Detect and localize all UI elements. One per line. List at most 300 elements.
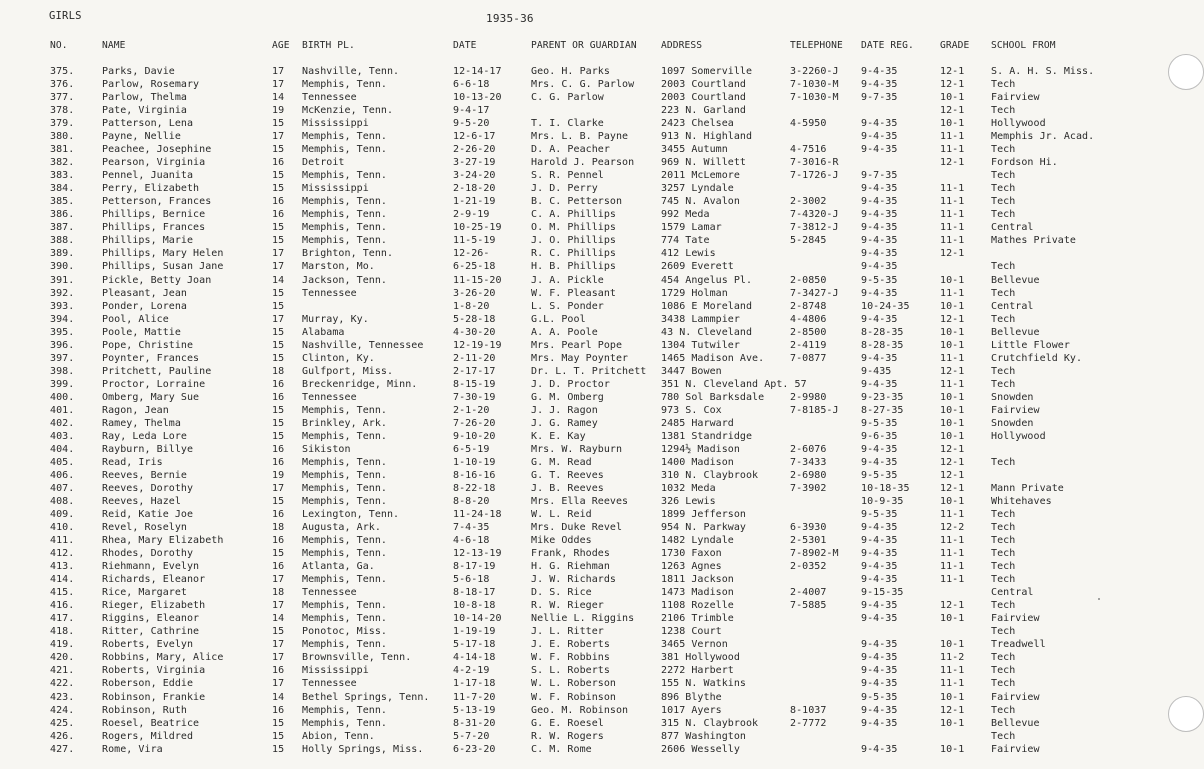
cell-grade: 12-1 bbox=[940, 365, 965, 377]
header-age: AGE bbox=[272, 40, 290, 51]
cell-age: 15 bbox=[272, 300, 285, 312]
cell-name: Ritter, Cathrine bbox=[102, 626, 200, 638]
cell-age: 18 bbox=[272, 522, 285, 534]
cell-reg: 8-27-35 bbox=[861, 404, 904, 416]
cell-grade: 10-1 bbox=[940, 417, 965, 429]
cell-date: 12-13-19 bbox=[453, 548, 502, 560]
cell-age: 19 bbox=[272, 469, 285, 481]
cell-reg: 9-4-35 bbox=[861, 561, 898, 573]
cell-grade: 11-1 bbox=[940, 574, 965, 586]
cell-school: Tech bbox=[991, 548, 1016, 560]
table-row bbox=[0, 143, 1200, 156]
cell-address: 1482 Lyndale bbox=[661, 535, 734, 547]
cell-address: 43 N. Cleveland bbox=[661, 326, 753, 338]
cell-phone: 2-7772 bbox=[790, 717, 827, 729]
cell-grade: 12-2 bbox=[940, 522, 965, 534]
cell-reg: 9-4-35 bbox=[861, 196, 898, 208]
cell-reg: 9-7-35 bbox=[861, 170, 898, 182]
cell-phone: 3-2260-J bbox=[790, 66, 839, 77]
cell-parent: W. L. Roberson bbox=[531, 678, 616, 690]
cell-parent: W. F. Robbins bbox=[531, 652, 610, 664]
cell-age: 16 bbox=[272, 378, 285, 390]
table-row bbox=[0, 691, 1200, 704]
cell-age: 15 bbox=[272, 144, 285, 156]
cell-date: 6-23-20 bbox=[453, 743, 496, 755]
cell-date: 2-26-20 bbox=[453, 144, 496, 156]
cell-name: Phillips, Frances bbox=[102, 222, 206, 234]
cell-parent: G. M. Omberg bbox=[531, 391, 604, 403]
cell-birth: Brighton, Tenn. bbox=[302, 248, 394, 260]
table-row bbox=[0, 677, 1200, 690]
cell-address: 1097 Somerville bbox=[661, 66, 753, 77]
cell-age: 16 bbox=[272, 456, 285, 468]
cell-parent: Mike Oddes bbox=[531, 535, 592, 547]
header-address: ADDRESS bbox=[661, 40, 703, 51]
cell-no: 421. bbox=[50, 665, 75, 677]
cell-date: 2-17-17 bbox=[453, 365, 496, 377]
cell-grade: 12-1 bbox=[940, 456, 965, 468]
cell-parent: J. B. Reeves bbox=[531, 483, 604, 494]
cell-date: 2-11-20 bbox=[453, 352, 496, 364]
cell-parent: J. W. Richards bbox=[531, 574, 616, 586]
cell-age: 17 bbox=[272, 483, 285, 494]
cell-school: Treadwell bbox=[991, 639, 1046, 651]
table-row bbox=[0, 104, 1200, 117]
cell-parent: Mrs. L. B. Payne bbox=[531, 131, 629, 143]
cell-grade: 10-1 bbox=[940, 717, 965, 729]
cell-school: Tech bbox=[991, 456, 1016, 468]
cell-phone: 7-3016-R bbox=[790, 157, 839, 169]
cell-date: 5-17-18 bbox=[453, 639, 496, 651]
cell-reg: 9-4-35 bbox=[861, 118, 898, 130]
cell-birth: Memphis, Tenn. bbox=[302, 535, 387, 547]
cell-date: 4-6-18 bbox=[453, 535, 490, 547]
cell-grade: 10-1 bbox=[940, 639, 965, 651]
cell-date: 8-15-19 bbox=[453, 378, 496, 390]
header-parent: PARENT OR GUARDIAN bbox=[531, 40, 637, 51]
cell-name: Revel, Roselyn bbox=[102, 522, 187, 534]
cell-grade: 11-1 bbox=[940, 287, 965, 299]
cell-reg: 9-4-35 bbox=[861, 378, 898, 390]
cell-grade: 11-1 bbox=[940, 665, 965, 677]
table-row bbox=[0, 469, 1200, 482]
cell-phone: 2-0850 bbox=[790, 274, 827, 286]
cell-grade: 12-1 bbox=[940, 157, 965, 169]
cell-school: Fordson Hi. bbox=[991, 157, 1058, 169]
cell-date: 7-4-35 bbox=[453, 522, 490, 534]
cell-reg: 9-4-35 bbox=[861, 665, 898, 677]
cell-birth: Breckenridge, Minn. bbox=[302, 378, 418, 390]
cell-no: 378. bbox=[50, 105, 75, 117]
cell-grade: 11-1 bbox=[940, 548, 965, 560]
cell-reg: 9-15-35 bbox=[861, 587, 904, 599]
cell-birth: Tennessee bbox=[302, 92, 357, 104]
cell-name: Pope, Christine bbox=[102, 339, 194, 351]
cell-phone: 4-5950 bbox=[790, 118, 827, 130]
cell-age: 15 bbox=[272, 222, 285, 234]
cell-address: 223 N. Garland bbox=[661, 105, 746, 117]
table-row bbox=[0, 599, 1200, 612]
cell-age: 15 bbox=[272, 626, 285, 638]
cell-birth: Jackson, Tenn. bbox=[302, 274, 387, 286]
cell-date: 4-30-20 bbox=[453, 326, 496, 338]
cell-reg: 9-4-35 bbox=[861, 717, 898, 729]
cell-phone: 7-1030-M bbox=[790, 79, 839, 91]
cell-date: 11-24-18 bbox=[453, 509, 502, 521]
cell-age: 19 bbox=[272, 105, 285, 117]
cell-no: 405. bbox=[50, 456, 75, 468]
school-year: 1935-36 bbox=[486, 12, 534, 25]
cell-no: 391. bbox=[50, 274, 75, 286]
cell-birth: Sikiston bbox=[302, 443, 351, 455]
cell-grade: 10-1 bbox=[940, 391, 965, 403]
cell-parent: B. C. Petterson bbox=[531, 196, 623, 208]
cell-birth: Mississippi bbox=[302, 118, 369, 130]
punch-hole-top bbox=[1168, 54, 1204, 90]
cell-address: 2272 Harbert bbox=[661, 665, 734, 677]
table-row bbox=[0, 117, 1200, 130]
cell-phone: 2-0352 bbox=[790, 561, 827, 573]
cell-date: 5-13-19 bbox=[453, 704, 496, 716]
cell-date: 6-25-18 bbox=[453, 261, 496, 273]
cell-phone: 2-4119 bbox=[790, 339, 827, 351]
cell-address: 326 Lewis bbox=[661, 496, 716, 508]
cell-name: Rogers, Mildred bbox=[102, 730, 194, 742]
cell-grade: 10-1 bbox=[940, 496, 965, 508]
cell-reg: 9-4-35 bbox=[861, 66, 898, 77]
cell-date: 2-9-19 bbox=[453, 209, 490, 221]
cell-name: Ragon, Jean bbox=[102, 404, 169, 416]
table-row bbox=[0, 156, 1200, 169]
cell-birth: Memphis, Tenn. bbox=[302, 574, 387, 586]
cell-school: Mann Private bbox=[991, 483, 1064, 494]
cell-age: 15 bbox=[272, 730, 285, 742]
cell-phone: 7-1726-J bbox=[790, 170, 839, 182]
cell-parent: J. J. Ragon bbox=[531, 404, 598, 416]
table-row bbox=[0, 717, 1200, 730]
cell-birth: Memphis, Tenn. bbox=[302, 600, 387, 612]
cell-birth: Holly Springs, Miss. bbox=[302, 743, 424, 755]
cell-name: Omberg, Mary Sue bbox=[102, 391, 200, 403]
cell-name: Ponder, Lorena bbox=[102, 300, 187, 312]
cell-date: 10-25-19 bbox=[453, 222, 502, 234]
cell-date: 1-17-18 bbox=[453, 678, 496, 690]
cell-name: Roberson, Eddie bbox=[102, 678, 194, 690]
table-row bbox=[0, 130, 1200, 143]
table-row bbox=[0, 456, 1200, 469]
cell-reg: 9-4-35 bbox=[861, 600, 898, 612]
cell-parent: J. G. Ramey bbox=[531, 417, 598, 429]
cell-parent: J. A. Pickle bbox=[531, 274, 604, 286]
cell-parent: J. D. Proctor bbox=[531, 378, 610, 390]
cell-date: 10-14-20 bbox=[453, 613, 502, 625]
table-row bbox=[0, 182, 1200, 195]
table-row bbox=[0, 495, 1200, 508]
cell-address: 1263 Agnes bbox=[661, 561, 722, 573]
cell-parent: R. W. Rogers bbox=[531, 730, 604, 742]
cell-address: 351 N. Cleveland Apt. 57 bbox=[661, 378, 807, 390]
cell-school: Tech bbox=[991, 170, 1016, 182]
cell-phone: 7-4320-J bbox=[790, 209, 839, 221]
cell-date: 4-2-19 bbox=[453, 665, 490, 677]
cell-phone: 7-5885 bbox=[790, 600, 827, 612]
cell-age: 15 bbox=[272, 743, 285, 755]
cell-no: 420. bbox=[50, 652, 75, 664]
cell-no: 388. bbox=[50, 235, 75, 247]
cell-birth: Atlanta, Ga. bbox=[302, 561, 375, 573]
cell-reg: 9-5-35 bbox=[861, 691, 898, 703]
cell-school: Central bbox=[991, 587, 1034, 599]
table-row bbox=[0, 78, 1200, 91]
cell-address: 1579 Lamar bbox=[661, 222, 722, 234]
cell-grade: 12-1 bbox=[940, 600, 965, 612]
cell-name: Riehmann, Evelyn bbox=[102, 561, 200, 573]
cell-school: Little Flower bbox=[991, 339, 1070, 351]
table-row bbox=[0, 743, 1200, 756]
cell-phone: 2-9980 bbox=[790, 391, 827, 403]
records-list bbox=[0, 65, 1200, 756]
cell-school: Tech bbox=[991, 600, 1016, 612]
cell-address: 1811 Jackson bbox=[661, 574, 734, 586]
cell-birth: Brownsville, Tenn. bbox=[302, 652, 412, 664]
cell-parent: Mrs. Duke Revel bbox=[531, 522, 623, 534]
cell-reg: 9-5-35 bbox=[861, 417, 898, 429]
cell-birth: Memphis, Tenn. bbox=[302, 79, 387, 91]
cell-parent: A. A. Poole bbox=[531, 326, 598, 338]
cell-birth: Nashville, Tenn. bbox=[302, 66, 400, 77]
cell-age: 15 bbox=[272, 183, 285, 195]
cell-parent: G.L. Pool bbox=[531, 313, 586, 325]
cell-grade: 12-1 bbox=[940, 313, 965, 325]
cell-reg: 9-435 bbox=[861, 365, 892, 377]
cell-date: 1-19-19 bbox=[453, 626, 496, 638]
cell-no: 387. bbox=[50, 222, 75, 234]
cell-date: 5-6-18 bbox=[453, 574, 490, 586]
cell-parent: O. M. Phillips bbox=[531, 222, 616, 234]
cell-no: 398. bbox=[50, 365, 75, 377]
cell-date: 8-16-16 bbox=[453, 469, 496, 481]
cell-age: 16 bbox=[272, 561, 285, 573]
cell-grade: 11-1 bbox=[940, 209, 965, 221]
cell-age: 17 bbox=[272, 678, 285, 690]
cell-reg: 9-4-35 bbox=[861, 652, 898, 664]
cell-no: 418. bbox=[50, 626, 75, 638]
cell-no: 394. bbox=[50, 313, 75, 325]
cell-grade: 11-1 bbox=[940, 222, 965, 234]
cell-name: Poole, Mattie bbox=[102, 326, 181, 338]
cell-name: Pickle, Betty Joan bbox=[102, 274, 212, 286]
cell-birth: Mississippi bbox=[302, 665, 369, 677]
cell-name: Phillips, Susan Jane bbox=[102, 261, 224, 273]
table-row bbox=[0, 638, 1200, 651]
cell-name: Richards, Eleanor bbox=[102, 574, 206, 586]
cell-name: Rhea, Mary Elizabeth bbox=[102, 535, 224, 547]
cell-address: 1473 Madison bbox=[661, 587, 734, 599]
cell-school: Tech bbox=[991, 704, 1016, 716]
cell-address: 315 N. Claybrook bbox=[661, 717, 759, 729]
cell-phone: 5-2845 bbox=[790, 235, 827, 247]
cell-name: Roesel, Beatrice bbox=[102, 717, 200, 729]
cell-reg: 9-4-35 bbox=[861, 222, 898, 234]
cell-reg: 9-4-35 bbox=[861, 678, 898, 690]
table-row bbox=[0, 534, 1200, 547]
cell-age: 16 bbox=[272, 443, 285, 455]
cell-date: 2-18-20 bbox=[453, 183, 496, 195]
cell-reg: 9-4-35 bbox=[861, 209, 898, 221]
table-row bbox=[0, 560, 1200, 573]
cell-school: S. A. H. S. Miss. bbox=[991, 66, 1095, 77]
cell-name: Read, Iris bbox=[102, 456, 163, 468]
cell-birth: McKenzie, Tenn. bbox=[302, 105, 394, 117]
cell-school: Tech bbox=[991, 522, 1016, 534]
cell-school: Hollywood bbox=[991, 118, 1046, 130]
cell-address: 877 Washington bbox=[661, 730, 746, 742]
table-row bbox=[0, 287, 1200, 300]
cell-date: 11-15-20 bbox=[453, 274, 502, 286]
cell-reg: 9-4-35 bbox=[861, 235, 898, 247]
cell-address: 1381 Standridge bbox=[661, 430, 753, 442]
cell-address: 1238 Court bbox=[661, 626, 722, 638]
cell-address: 1032 Meda bbox=[661, 483, 716, 494]
cell-no: 379. bbox=[50, 118, 75, 130]
table-row bbox=[0, 365, 1200, 378]
cell-age: 15 bbox=[272, 548, 285, 560]
cell-reg: 9-4-35 bbox=[861, 443, 898, 455]
cell-reg: 9-5-35 bbox=[861, 509, 898, 521]
cell-grade: 10-1 bbox=[940, 326, 965, 338]
cell-school: Hollywood bbox=[991, 430, 1046, 442]
cell-birth: Gulfport, Miss. bbox=[302, 365, 394, 377]
cell-no: 396. bbox=[50, 339, 75, 351]
cell-grade: 12-1 bbox=[940, 248, 965, 260]
cell-parent: H. B. Phillips bbox=[531, 261, 616, 273]
cell-school: Crutchfield Ky. bbox=[991, 352, 1083, 364]
cell-name: Parlow, Thelma bbox=[102, 92, 187, 104]
cell-date: 1-10-19 bbox=[453, 456, 496, 468]
cell-no: 384. bbox=[50, 183, 75, 195]
cell-no: 376. bbox=[50, 79, 75, 91]
table-row bbox=[0, 352, 1200, 365]
cell-reg: 9-4-35 bbox=[861, 79, 898, 91]
cell-name: Proctor, Lorraine bbox=[102, 378, 206, 390]
cell-age: 17 bbox=[272, 261, 285, 273]
cell-birth: Memphis, Tenn. bbox=[302, 404, 387, 416]
cell-parent: J. L. Ritter bbox=[531, 626, 604, 638]
cell-age: 17 bbox=[272, 313, 285, 325]
cell-age: 16 bbox=[272, 157, 285, 169]
cell-birth: Memphis, Tenn. bbox=[302, 430, 387, 442]
cell-parent: L. S. Ponder bbox=[531, 300, 604, 312]
cell-no: 425. bbox=[50, 717, 75, 729]
cell-address: 992 Meda bbox=[661, 209, 710, 221]
cell-name: Ray, Leda Lore bbox=[102, 430, 187, 442]
cell-no: 404. bbox=[50, 443, 75, 455]
header-date: DATE bbox=[453, 40, 477, 51]
cell-no: 395. bbox=[50, 326, 75, 338]
cell-school: Bellevue bbox=[991, 717, 1040, 729]
cell-reg: 9-4-35 bbox=[861, 144, 898, 156]
table-row bbox=[0, 664, 1200, 677]
punch-hole-bottom bbox=[1168, 696, 1204, 732]
cell-school: Bellevue bbox=[991, 326, 1040, 338]
cell-parent: S. L. Roberts bbox=[531, 665, 610, 677]
cell-phone: 7-3812-J bbox=[790, 222, 839, 234]
cell-birth: Tennessee bbox=[302, 391, 357, 403]
table-row bbox=[0, 573, 1200, 586]
cell-parent: Frank, Rhodes bbox=[531, 548, 610, 560]
cell-address: 3465 Vernon bbox=[661, 639, 728, 651]
cell-birth: Detroit bbox=[302, 157, 345, 169]
cell-school: Central bbox=[991, 222, 1034, 234]
cell-no: 383. bbox=[50, 170, 75, 182]
cell-parent: W. F. Robinson bbox=[531, 691, 616, 703]
header-telephone: TELEPHONE bbox=[790, 40, 843, 51]
cell-no: 390. bbox=[50, 261, 75, 273]
cell-date: 4-14-18 bbox=[453, 652, 496, 664]
paper-speck bbox=[1098, 598, 1100, 600]
cell-school: Tech bbox=[991, 183, 1016, 195]
cell-parent: T. I. Clarke bbox=[531, 118, 604, 130]
table-row bbox=[0, 169, 1200, 182]
cell-grade: 12-1 bbox=[940, 79, 965, 91]
cell-date: 6-6-18 bbox=[453, 79, 490, 91]
cell-no: 411. bbox=[50, 535, 75, 547]
cell-address: 412 Lewis bbox=[661, 248, 716, 260]
cell-name: Robinson, Frankie bbox=[102, 691, 206, 703]
cell-birth: Clinton, Ky. bbox=[302, 352, 375, 364]
cell-reg: 9-4-35 bbox=[861, 522, 898, 534]
cell-school: Tech bbox=[991, 535, 1016, 547]
cell-no: 406. bbox=[50, 469, 75, 481]
cell-birth: Memphis, Tenn. bbox=[302, 469, 387, 481]
cell-address: 745 N. Avalon bbox=[661, 196, 740, 208]
cell-grade: 11-1 bbox=[940, 509, 965, 521]
cell-parent: Geo. H. Parks bbox=[531, 66, 610, 77]
cell-address: 2011 McLemore bbox=[661, 170, 740, 182]
table-row bbox=[0, 208, 1200, 221]
cell-age: 15 bbox=[272, 287, 285, 299]
cell-date: 5-7-20 bbox=[453, 730, 490, 742]
cell-reg: 10-24-35 bbox=[861, 300, 910, 312]
cell-age: 18 bbox=[272, 365, 285, 377]
cell-name: Parlow, Rosemary bbox=[102, 79, 200, 91]
header-date-registered: DATE REG. bbox=[861, 40, 914, 51]
table-row bbox=[0, 417, 1200, 430]
cell-grade: 10-1 bbox=[940, 430, 965, 442]
cell-parent: Harold J. Pearson bbox=[531, 157, 635, 169]
cell-grade: 11-1 bbox=[940, 196, 965, 208]
cell-reg: 9-23-35 bbox=[861, 391, 904, 403]
table-row bbox=[0, 247, 1200, 260]
cell-age: 18 bbox=[272, 587, 285, 599]
cell-birth: Memphis, Tenn. bbox=[302, 717, 387, 729]
cell-address: 3257 Lyndale bbox=[661, 183, 734, 195]
cell-age: 14 bbox=[272, 613, 285, 625]
cell-birth: Ponotoc, Miss. bbox=[302, 626, 387, 638]
cell-address: 3438 Lammpier bbox=[661, 313, 740, 325]
cell-address: 155 N. Watkins bbox=[661, 678, 746, 690]
cell-parent: D. S. Rice bbox=[531, 587, 592, 599]
cell-address: 1899 Jefferson bbox=[661, 509, 746, 521]
cell-birth: Memphis, Tenn. bbox=[302, 222, 387, 234]
cell-date: 7-26-20 bbox=[453, 417, 496, 429]
cell-phone: 2-8500 bbox=[790, 326, 827, 338]
cell-reg: 9-4-35 bbox=[861, 743, 898, 755]
cell-grade: 10-1 bbox=[940, 691, 965, 703]
cell-no: 386. bbox=[50, 209, 75, 221]
cell-parent: J. E. Roberts bbox=[531, 639, 610, 651]
cell-phone: 7-1030-M bbox=[790, 92, 839, 104]
